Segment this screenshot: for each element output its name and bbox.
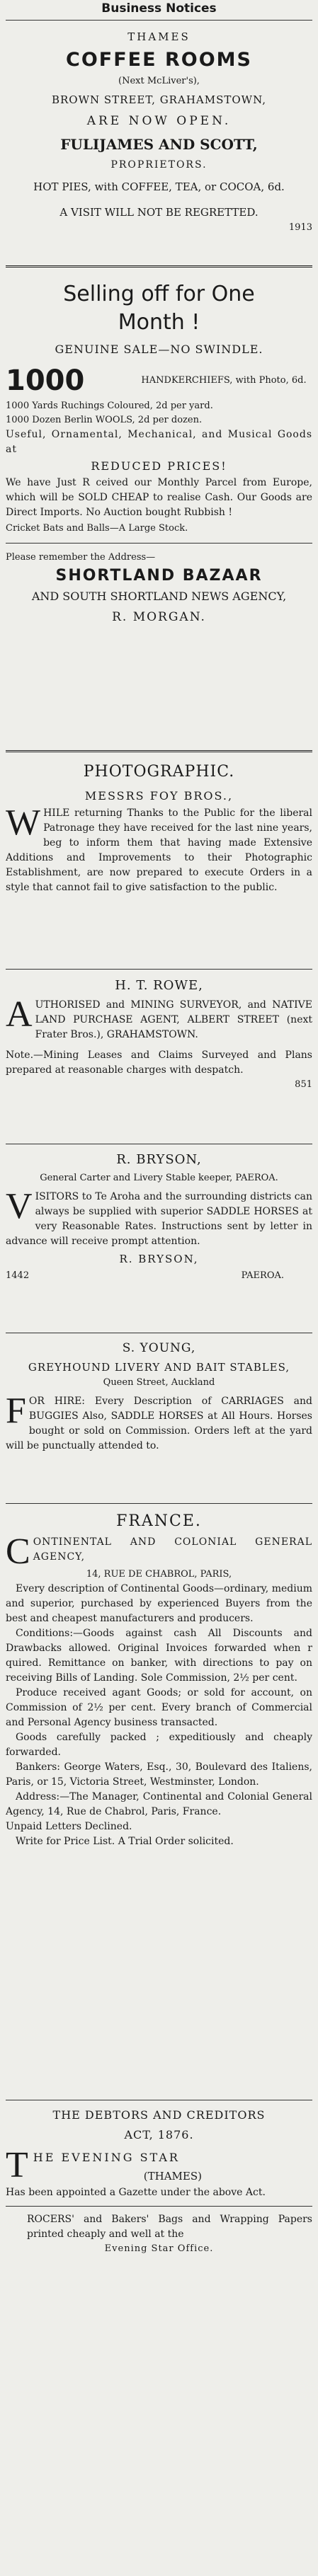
ad-paragraph: Unpaid Letters Declined. bbox=[6, 1821, 132, 1832]
ad-footer bbox=[6, 1269, 312, 1283]
ad-line: MESSRS FOY BROS., bbox=[84, 789, 234, 803]
ad-headline: PHOTOGRAPHIC. bbox=[83, 763, 235, 781]
ad-text: HE EVENING STAR bbox=[33, 2151, 180, 2164]
ad-photographic bbox=[6, 758, 312, 965]
ad-paragraph: Every description of Continental Goods—ordinary, medium and superior, purchased by experienced Buyers from the best and cheapest manufacturers and producers. bbox=[6, 1583, 312, 1624]
ad-line: Queen Street, Auckland bbox=[103, 1377, 215, 1388]
ad-line: (THAMES) bbox=[143, 2170, 202, 2183]
ad-body bbox=[6, 803, 312, 895]
divider bbox=[6, 1503, 312, 1504]
ad-headline: ACT, 1876. bbox=[124, 2128, 194, 2141]
ad-text: ONTINENTAL AND COLONIAL GENERAL AGENCY, bbox=[33, 1536, 312, 1563]
ad-number: 851 bbox=[295, 1079, 312, 1090]
ad-headline: THE DEBTORS AND CREDITORS bbox=[52, 2108, 266, 2122]
ad-line: Cricket Bats and Balls—A Large Stock. bbox=[6, 523, 188, 534]
ad-line: 1000 Yards Ruchings Coloured, 2d per yard. bbox=[6, 401, 213, 411]
drop-cap: F bbox=[6, 1391, 26, 1431]
ad-line: GENUINE SALE—NO SWINDLE. bbox=[55, 343, 263, 356]
ad-signature: R. MORGAN. bbox=[112, 610, 206, 624]
ad-text: UTHORISED and MINING SURVEYOR, and NATIVE LAND PURCHASE AGENT, ALBERT STREET (next Frater Bros.), GRAHAMSTOWN. bbox=[35, 999, 312, 1040]
ad-line: Useful, Ornamental, Mechanical, and Musical Goods at bbox=[6, 429, 312, 455]
ad-text: OR HIRE: Every Description of CARRIAGES and BUGGIES Also, SADDLE HORSES at All Hours. Horses bought or sold on Commission. Orders left at the yard will be punctually attended to. bbox=[6, 1396, 312, 1451]
ad-rowe bbox=[6, 974, 312, 1139]
ad-paragraph: Bankers: George Waters, Esq., 30, Boulevard des Italiens, Paris, or 15, Victoria Street, Westminster, London. bbox=[6, 1761, 312, 1788]
ad-bazaar-name: SHORTLAND BAZAAR bbox=[55, 567, 263, 585]
ad-headline: Selling off for One bbox=[63, 282, 255, 306]
ad-debtors bbox=[6, 2105, 312, 2324]
section-header bbox=[6, 0, 312, 18]
ad-line: AND SOUTH SHORTLAND NEWS AGENCY, bbox=[31, 590, 287, 603]
ad-line: A VISIT WILL NOT BE REGRETTED. bbox=[59, 206, 259, 219]
ad-line: We have Just R ceived our Monthly Parcel from Europe, which will be SOLD CHEAP to realise Cash. Our Goods are Direct Imports. No Auction bought Rubbish ! bbox=[6, 477, 312, 518]
section-title: Business Notices bbox=[101, 1, 217, 16]
ad-text: HILE returning Thanks to the Public for the liberal Patronage they have received for the last nine years, beg to inform them that having made Extensive Additions and Improvements to their Photographic Establishment, are now prepared to execute Orders in a style that cannot fail to give satisfaction to the public. bbox=[6, 807, 312, 893]
ad-paragraph: Produce received agant Goods; or sold for account, on Commission of 2½ per cent. Every branch of Commercial and Personal Agency business transacted. bbox=[6, 1687, 312, 1728]
ad-signature: R. BRYSON, bbox=[119, 1253, 199, 1265]
ad-note: Note.—Mining Leases and Claims Surveyed and Plans prepared at reasonable charges with despatch. bbox=[6, 1050, 312, 1076]
ad-headline: FRANCE. bbox=[116, 1512, 202, 1530]
ad-text: ISITORS to Te Aroha and the surrounding districts can always be supplied with superior SADDLE HORSES at very Reasonable Rates. Instructions sent by letter in advance will receive prompt attention. bbox=[6, 1191, 312, 1247]
ad-paragraph: Goods carefully packed ; expeditiously and cheaply forwarded. bbox=[6, 1732, 312, 1758]
ad-paragraph: Write for Price List. A Trial Order solicited. bbox=[16, 1836, 234, 1847]
ad-paragraph: Address:—The Manager, Continental and Colonial General Agency, 14, Rue de Chabrol, Paris, France. bbox=[6, 1791, 312, 1817]
ad-line: HANDKERCHIEFS, with Photo, 6d. bbox=[141, 375, 307, 386]
ad-selling-off bbox=[6, 273, 312, 744]
divider bbox=[6, 969, 312, 970]
ad-line: HOT PIES, with COFFEE, TEA, or COCOA, 6d. bbox=[33, 180, 285, 193]
ad-big-number: 1000 bbox=[6, 364, 85, 397]
ad-france bbox=[6, 1508, 312, 2095]
ad-line: ARE NOW OPEN. bbox=[86, 114, 232, 128]
ad-line: REDUCED PRICES! bbox=[91, 459, 227, 473]
ad-line: ROCERS' and Bakers' Bags and Wrapping Papers printed cheaply and well at the bbox=[27, 2214, 312, 2240]
ad-line: GREYHOUND LIVERY AND BAIT STABLES, bbox=[28, 1361, 290, 1374]
ad-body bbox=[6, 1391, 312, 1454]
ad-proprietors: FULIJAMES AND SCOTT, bbox=[60, 136, 258, 153]
ad-headline: R. BRYSON, bbox=[116, 1152, 202, 1167]
ad-body bbox=[6, 1531, 312, 1572]
ad-line: Please remember the Address— bbox=[6, 552, 156, 563]
drop-cap: T bbox=[6, 2145, 30, 2185]
drop-cap: V bbox=[6, 1186, 33, 1226]
ad-line: BROWN STREET, GRAHAMSTOWN, bbox=[51, 93, 267, 106]
ad-line: 1000 Dozen Berlin WOOLS, 2d per dozen. bbox=[6, 415, 203, 425]
ad-line: PROPRIETORS. bbox=[110, 159, 208, 171]
ad-headline: COFFEE ROOMS bbox=[66, 49, 252, 71]
drop-cap: C bbox=[6, 1531, 30, 1572]
ad-body bbox=[6, 994, 312, 1042]
ad-headline: H. T. ROWE, bbox=[115, 978, 203, 993]
divider bbox=[6, 750, 312, 752]
divider bbox=[6, 543, 312, 544]
divider bbox=[6, 265, 312, 268]
ad-line: (Next McLiver's), bbox=[118, 76, 200, 86]
ad-handkerchiefs bbox=[6, 365, 312, 396]
ad-number: 1442 bbox=[6, 1270, 30, 1281]
ad-bryson bbox=[6, 1149, 312, 1328]
ad-coffee-rooms bbox=[6, 26, 312, 260]
divider bbox=[6, 20, 312, 21]
ad-line: General Carter and Livery Stable keeper, PAEROA. bbox=[40, 1173, 278, 1183]
ad-line: Has been appointed a Gazette under the above Act. bbox=[6, 2187, 266, 2198]
ad-line: THAMES bbox=[127, 30, 191, 43]
ad-paragraph: Conditions:—Goods against cash All Discounts and Drawbacks allowed. Original Invoices forwarded when r quired. Remittance on banker, with directions to pay on receiving Bills of Landing. Sole Commission, 2½ per cent. bbox=[6, 1628, 312, 1684]
ad-place: PAEROA. bbox=[241, 1270, 284, 1281]
ad-body bbox=[6, 1186, 312, 1249]
ad-line: 14, RUE DE CHABROL, PARIS, bbox=[86, 1569, 232, 1580]
divider bbox=[6, 2206, 312, 2207]
drop-cap: W bbox=[6, 803, 41, 843]
ad-headline: Month ! bbox=[118, 310, 200, 335]
ad-young bbox=[6, 1338, 312, 1499]
ad-number: 1913 bbox=[288, 222, 312, 233]
ad-headline: S. YOUNG, bbox=[122, 1341, 196, 1355]
drop-cap: A bbox=[6, 994, 33, 1035]
ad-line: Evening Star Office. bbox=[104, 2243, 214, 2254]
